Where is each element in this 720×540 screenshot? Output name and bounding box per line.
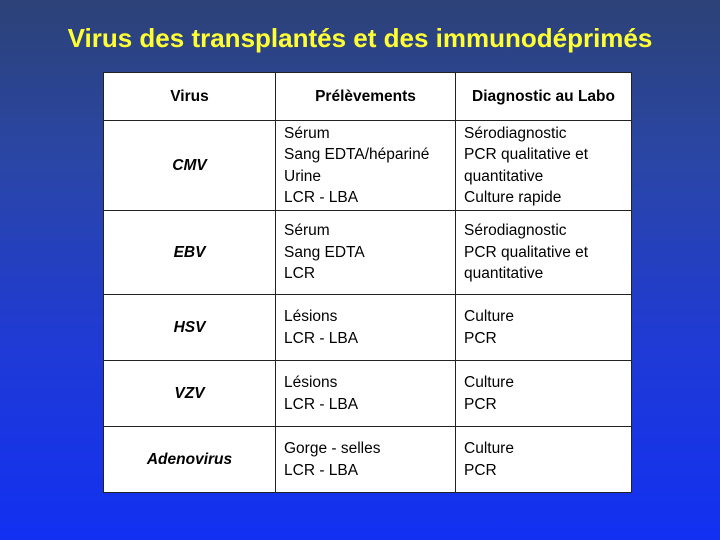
table-header-row: [104, 73, 632, 121]
virus-name-cell: EBV: [104, 211, 276, 295]
diagnostic-cell: [456, 361, 632, 427]
prelevement-item: Sang EDTA: [284, 243, 365, 261]
prelevement-item: LCR - LBA: [284, 461, 359, 479]
virus-name-cell: VZV: [104, 361, 276, 427]
slide-title: Virus des transplantés et des immunodéprimés: [67, 23, 653, 53]
prelevement-item: Lésions: [284, 374, 338, 391]
prelevements-cell: [276, 211, 456, 295]
diagnostic-item: Culture: [464, 308, 514, 325]
prelevement-item: LCR - LBA: [284, 329, 359, 347]
table-row-ebv: [104, 211, 632, 295]
prelevement-item: Lésions: [284, 308, 338, 325]
header-virus: Virus: [104, 73, 276, 121]
diagnostic-item: quantitative: [464, 167, 544, 185]
prelevements-cell: [276, 427, 456, 493]
diagnostic-item: PCR: [464, 329, 497, 347]
prelevement-item: Sérum: [284, 222, 330, 240]
virus-name-cell: CMV: [104, 121, 276, 211]
diagnostic-item: Culture: [464, 440, 514, 457]
virus-name-cell: Adenovirus: [104, 427, 276, 493]
table-row-adenovirus: [104, 427, 632, 493]
diagnostic-cell: [456, 211, 632, 295]
prelevement-item: Gorge - selles: [284, 440, 381, 457]
prelevements-cell: [276, 121, 456, 211]
prelevement-item: Sérum: [284, 124, 330, 142]
diagnostic-item: PCR: [464, 461, 497, 479]
table-row-vzv: [104, 361, 632, 427]
prelevements-cell: [276, 295, 456, 361]
virus-name-cell: HSV: [104, 295, 276, 361]
prelevement-item: Sang EDTA/hépariné: [284, 146, 430, 163]
virus-table: [103, 72, 632, 493]
prelevement-item: LCR - LBA: [284, 395, 359, 413]
diagnostic-item: quantitative: [464, 265, 544, 283]
diagnostic-item: Sérodiagnostic: [464, 222, 567, 240]
prelevement-item: LCR - LBA: [284, 189, 359, 206]
table-row-hsv: [104, 295, 632, 361]
diagnostic-item: PCR qualitative et: [464, 146, 589, 163]
prelevement-item: Urine: [284, 167, 322, 185]
diagnostic-item: Culture rapide: [464, 189, 562, 206]
diagnostic-item: PCR qualitative et: [464, 243, 589, 261]
prelevements-cell: [276, 361, 456, 427]
prelevement-item: LCR: [284, 265, 316, 283]
diagnostic-cell: [456, 295, 632, 361]
diagnostic-item: Sérodiagnostic: [464, 124, 567, 142]
diagnostic-item: Culture: [464, 374, 514, 391]
header-prelevements: Prélèvements: [276, 73, 456, 121]
diagnostic-cell: [456, 121, 632, 211]
table-row-cmv: [104, 121, 632, 211]
diagnostic-item: PCR: [464, 395, 497, 413]
header-diagnostic: Diagnostic au Labo: [456, 73, 632, 121]
diagnostic-cell: [456, 427, 632, 493]
